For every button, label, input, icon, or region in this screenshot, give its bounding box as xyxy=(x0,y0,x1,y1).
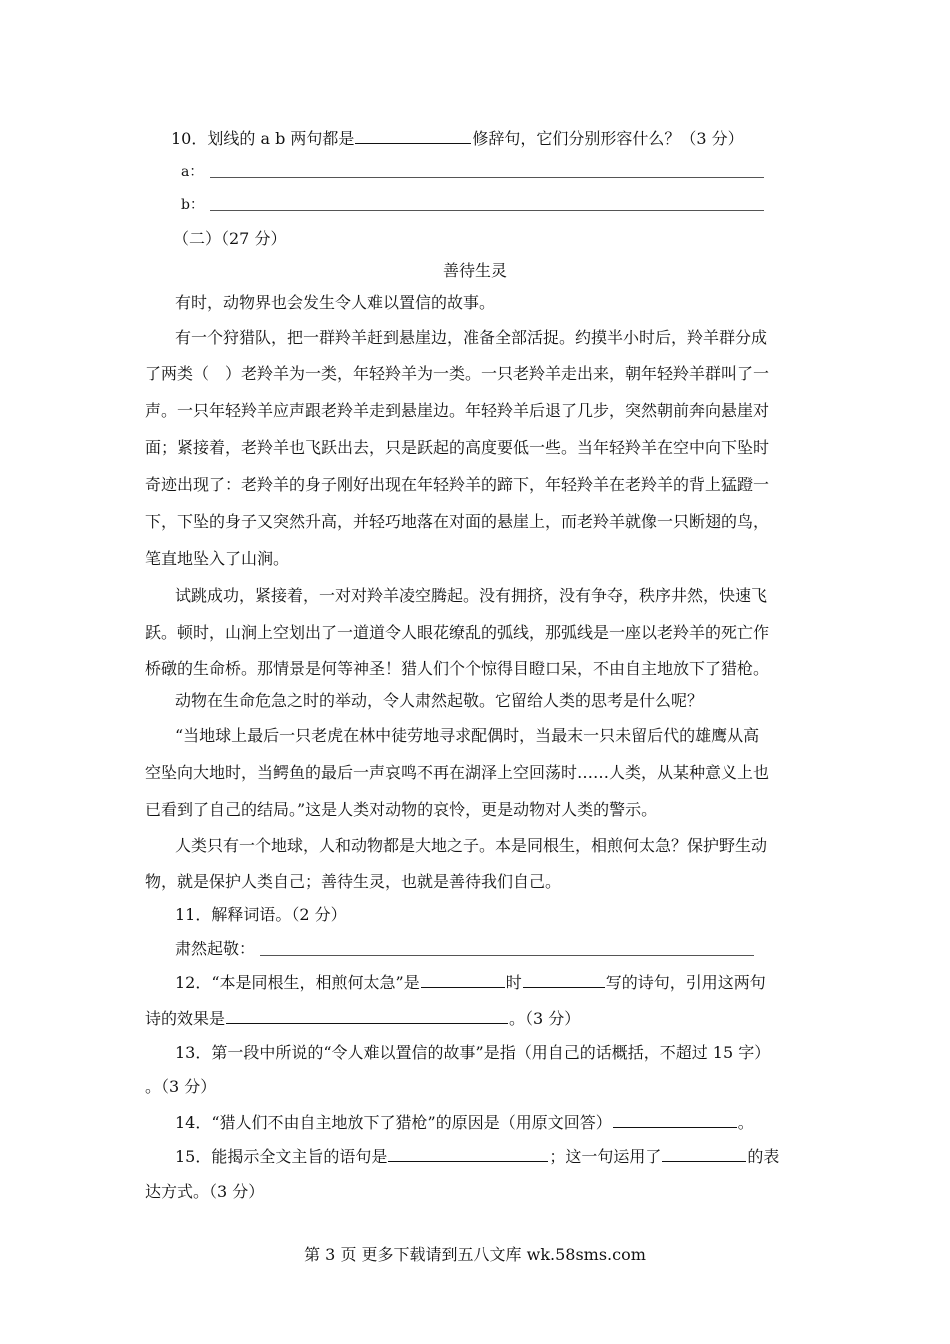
article-line: 奇迹出现了：老羚羊的身子刚好出现在年轻羚羊的蹄下，年轻羚羊在老羚羊的背上猛蹬一 xyxy=(145,475,770,494)
article-line: 动物在生命危急之时的举动，令人肃然起敬。它留给人类的思考是什么呢？ xyxy=(175,691,704,710)
article-line: 已看到了自己的结局。”这是人类对动物的哀怜，更是动物对人类的警示。 xyxy=(145,800,658,819)
question-15-part1: 15．能揭示全文主旨的语句是 xyxy=(175,1147,388,1166)
question-12-part5: 。（3 分） xyxy=(509,1009,581,1028)
question-10-suffix: 修辞句，它们分别形容什么？（3 分） xyxy=(472,129,744,148)
question-14-prefix: 14．“猎人们不由自主地放下了猎枪”的原因是（用原文回答） xyxy=(175,1113,612,1132)
question-11: 11．解释词语。（2 分） xyxy=(175,905,347,924)
article-line: 空坠向大地时，当鳄鱼的最后一声哀鸣不再在湖泽上空回荡时……人类，从某种意义上也 xyxy=(145,763,770,782)
answer-b-label: b： xyxy=(181,197,204,213)
question-12-line2 xyxy=(145,1007,580,1030)
article-line: 桥礅的生命桥。那情景是何等神圣！猎人们个个惊得目瞪口呆，不由自主地放下了猎枪。 xyxy=(145,659,770,678)
question-15 xyxy=(175,1145,779,1168)
answer-blank[interactable] xyxy=(662,1145,746,1162)
article-line: 物，就是保护人类自己；善待生灵，也就是善待我们自己。 xyxy=(145,872,562,891)
question-14 xyxy=(175,1111,754,1134)
article-line: 面；紧接着，老羚羊也飞跃出去，只是跃起的高度要低一些。当年轻羚羊在空中向下坠时 xyxy=(145,438,770,457)
article-line: 人类只有一个地球，人和动物都是大地之子。本是同根生，相煎何太急？保护野生动 xyxy=(175,836,768,855)
article-line: 有一个狩猎队，把一群羚羊赶到悬崖边，准备全部活捉。约摸半小时后，羚羊群分成 xyxy=(175,328,768,347)
question-12-part4: 诗的效果是 xyxy=(145,1009,226,1028)
page-footer: 第 3 页 更多下载请到五八文库 wk.58sms.com xyxy=(304,1245,646,1264)
article-line: 了两类（ ）老羚羊为一类，年轻羚羊为一类。一只老羚羊走出来，朝年轻羚羊群叫了一 xyxy=(145,364,770,383)
article-line: 下，下坠的身子又突然升高，并轻巧地落在对面的悬崖上，而老羚羊就像一只断翅的鸟， xyxy=(145,512,770,531)
answer-blank[interactable] xyxy=(523,971,605,988)
question-15-line2: 达方式。（3 分） xyxy=(145,1182,265,1201)
article-title: 善待生灵 xyxy=(442,261,507,280)
answer-11-line[interactable] xyxy=(260,955,754,956)
question-12-part1: 12．“本是同根生，相煎何太急”是 xyxy=(175,973,420,992)
answer-blank[interactable] xyxy=(226,1007,508,1024)
question-14-suffix: 。 xyxy=(737,1113,754,1132)
answer-blank[interactable] xyxy=(388,1145,548,1162)
article-line: 声。一只年轻羚羊应声跟老羚羊走到悬崖边。年轻羚羊后退了几步，突然朝前奔向悬崖对 xyxy=(145,401,770,420)
question-11-label: 肃然起敬： xyxy=(175,939,256,958)
question-12 xyxy=(175,971,766,994)
article-line: 有时，动物界也会发生令人难以置信的故事。 xyxy=(175,293,496,312)
answer-a-label: a： xyxy=(181,164,204,180)
answer-blank[interactable] xyxy=(355,127,471,144)
question-12-part2: 时 xyxy=(505,973,522,992)
question-15-part2: ；这一句运用了 xyxy=(549,1147,662,1166)
answer-a-line[interactable] xyxy=(210,177,764,178)
article-line: 跃。顿时，山涧上空划出了一道道令人眼花缭乱的弧线，那弧线是一座以老羚羊的死亡作 xyxy=(145,623,770,642)
article-line: 试跳成功，紧接着，一对对羚羊凌空腾起。没有拥挤，没有争夺，秩序井然，快速飞 xyxy=(175,586,768,605)
answer-b-line[interactable] xyxy=(210,210,764,211)
article-line: 笔直地坠入了山涧。 xyxy=(145,549,290,568)
answer-blank[interactable] xyxy=(613,1111,737,1128)
answer-blank[interactable] xyxy=(421,971,505,988)
question-13: 13．第一段中所说的“令人难以置信的故事”是指（用自己的话概括，不超过 15 字） xyxy=(175,1043,771,1062)
question-10-prefix: 10．划线的 a b 两句都是 xyxy=(171,129,355,148)
section-heading: （二）（27 分） xyxy=(173,229,287,248)
question-12-part3: 写的诗句，引用这两句 xyxy=(605,973,766,992)
question-15-part3: 的表 xyxy=(747,1147,780,1166)
question-10 xyxy=(171,127,744,150)
question-13-line2: 。（3 分） xyxy=(145,1077,217,1096)
article-line: “当地球上最后一只老虎在林中徒劳地寻求配偶时，当最末一只未留后代的雄鹰从高 xyxy=(175,726,760,745)
